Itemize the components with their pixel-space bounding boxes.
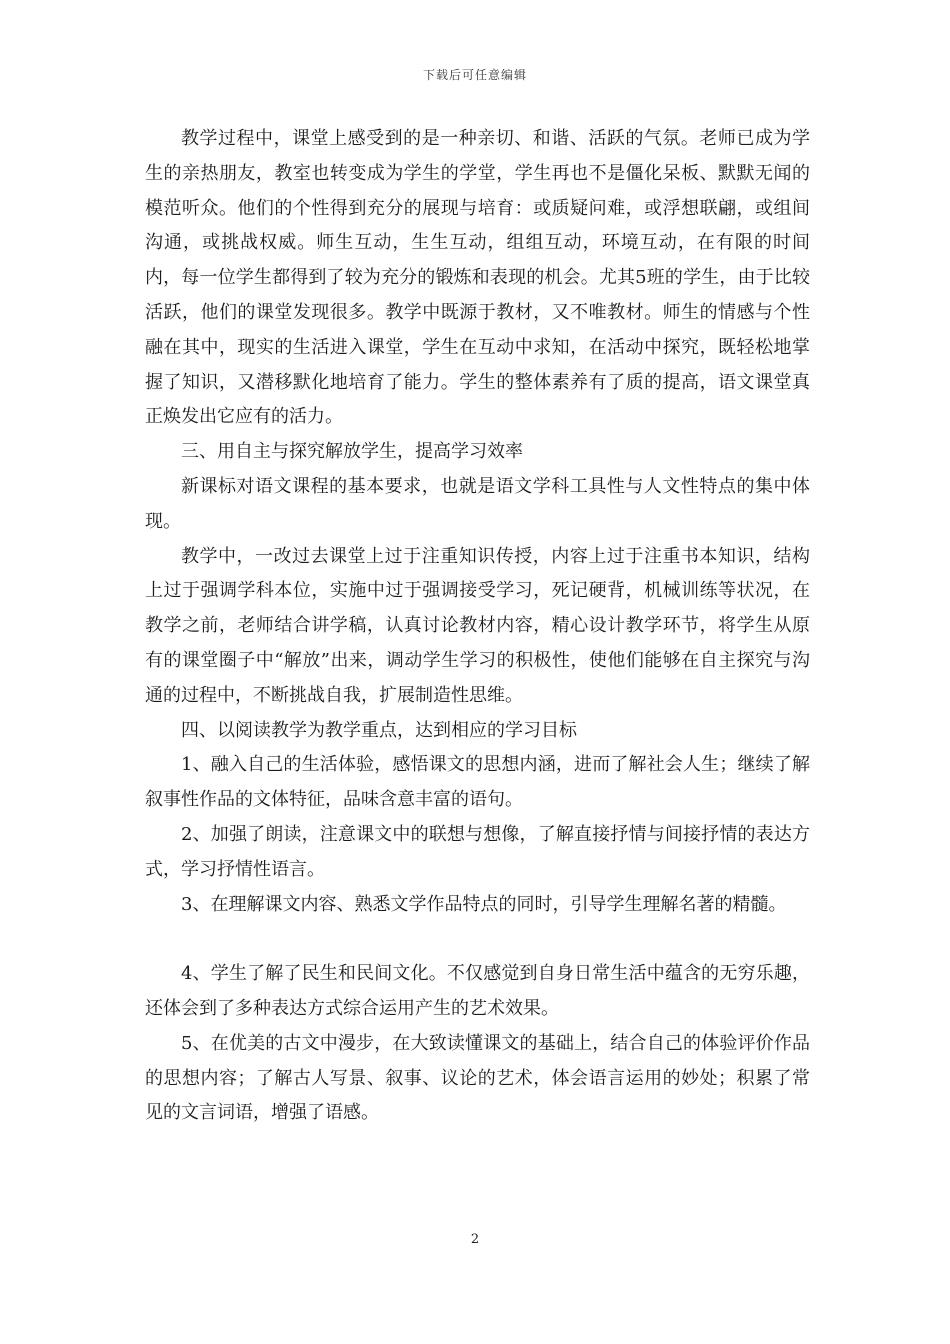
list-item-4: 4、学生了解了民生和民间文化。不仅感觉到自身日常生活中蕴含的无穷乐趣，还体会到了多种表达方式综合运用产生的艺术效果。 <box>145 963 810 1019</box>
list-item-2: 2、加强了朗读，注意课文中的联想与想像，了解直接抒情与间接抒情的表达方式，学习抒情性语言。 <box>145 823 810 880</box>
list-item-5: 5、在优美的古文中漫步，在大致读懂课文的基础上，结合自己的体验评价作品的思想内容；了解古人写景、叙事、议论的艺术，体会语言运用的妙处；积累了常见的文言词语，增强了语感。 <box>145 1032 810 1124</box>
document-body <box>145 122 810 1131</box>
list-item-3: 3、在理解课文内容、熟悉文学作品特点的同时，引导学生理解名著的精髓。 <box>181 893 787 915</box>
paragraph-curriculum-requirement: 新课标对语文课程的基本要求，也就是语文学科工具性与人文性特点的集中体现。 <box>145 475 810 532</box>
section-heading-3: 三、用自主与探究解放学生，提高学习效率 <box>181 441 523 463</box>
paragraph-classroom-atmosphere: 教学过程中，课堂上感受到的是一种亲切、和谐、活跃的气氛。老师已成为学生的亲热朋友，教室也转变成为学生的学堂，学生再也不是僵化呆板、默默无闻的模范听众。他们的个性得到充分的展现与培育：或质疑问难，或浮想联翩，或组间沟通，或挑战权威。师生互动，生生互动，组组互动，环境互动，在有限的时间内，每一位学生都得到了较为充分的锻炼和表现的机会。尤其5班的学生，由于比较活跃，他们的课堂发现很多。教学中既源于教材，又不唯教材。师生的情感与个性融在其中，现实的生活进入课堂，学生在互动中求知，在活动中探究，既轻松地掌握了知识，又潜移默化地培育了能力。学生的整体素养有了质的提高，语文课堂真正焕发出它应有的活力。 <box>145 128 810 428</box>
section-heading-4: 四、以阅读教学为教学重点，达到相应的学习目标 <box>181 719 577 741</box>
page-number: 2 <box>470 1232 480 1247</box>
page-header-note: 下载后可任意编辑 <box>422 68 527 82</box>
paragraph-teaching-reform: 教学中，一改过去课堂上过于注重知识传授，内容上过于注重书本知识，结构上过于强调学科本位，实施中过于强调接受学习，死记硬背，机械训练等状况，在教学之前，老师结合讲学稿，认真讨论教材内容，精心设计教学环节，将学生从原有的课堂圈子中“解放”出来，调动学生学习的积极性，使他们能够在自主探究与沟通的过程中，不断挑战自我，扩展制造性思维。 <box>145 545 810 706</box>
list-item-1: 1、融入自己的生活体验，感悟课文的思想内涵，进而了解社会人生；继续了解叙事性作品的文体特征，品味含意丰富的语句。 <box>145 754 810 811</box>
